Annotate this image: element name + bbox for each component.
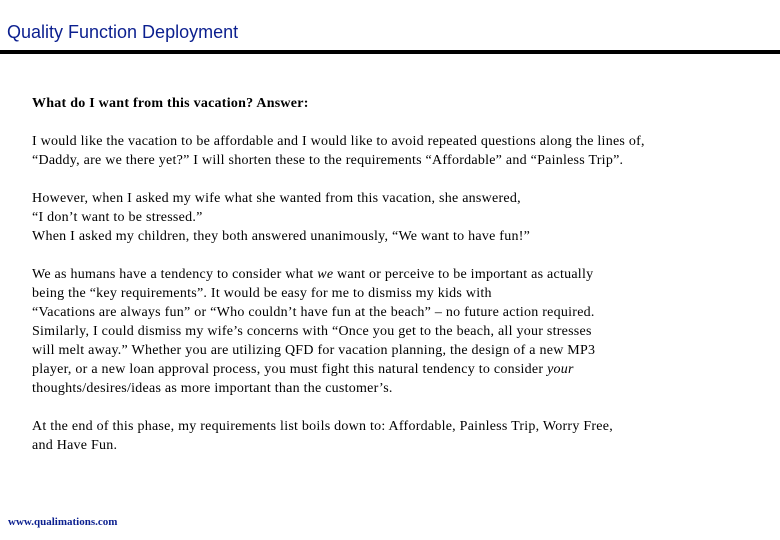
paragraph-line: will melt away.” Whether you are utilizing QFD for vacation planning, the design of a new MP3 — [32, 343, 596, 358]
paragraph-line: “Daddy, are we there yet?” I will shorten these to the requirements “Affordable” and “Painless Trip”. — [32, 153, 624, 168]
paragraph-line: Similarly, I could dismiss my wife’s concerns with “Once you get to the beach, all your stresses — [32, 324, 592, 339]
text-run: want or perceive to be important as actually — [333, 267, 594, 282]
paragraph-wife-children — [32, 189, 712, 246]
emphasis-text: your — [547, 362, 574, 377]
emphasis-text: we — [317, 267, 334, 282]
slide-title: Quality Function Deployment — [7, 22, 239, 42]
paragraph-line — [32, 360, 712, 379]
paragraph-line: thoughts/desires/ideas as more important than the customer’s. — [32, 381, 393, 396]
paragraph-human-tendency — [32, 265, 712, 398]
paragraph-line: However, when I asked my wife what she wanted from this vacation, she answered, — [32, 191, 521, 206]
paragraph-line: At the end of this phase, my requirements list boils down to: Affordable, Painless Trip, Worry Free, — [32, 419, 613, 434]
paragraph-line: “I don’t want to be stressed.” — [32, 210, 203, 225]
paragraph-line: I would like the vacation to be affordable and I would like to avoid repeated questions along the lines of, — [32, 134, 645, 149]
paragraph-line — [32, 265, 712, 284]
paragraph-line: “Vacations are always fun” or “Who couldn’t have fun at the beach” – no future action required. — [32, 305, 595, 320]
text-run: We as humans have a tendency to consider what — [32, 267, 318, 282]
paragraph-line: When I asked my children, they both answered unanimously, “We want to have fun!” — [32, 229, 531, 244]
slide-body — [32, 94, 712, 474]
paragraph-answer — [32, 132, 712, 170]
paragraph-requirements-summary — [32, 417, 712, 455]
text-run: player, or a new loan approval process, you must fight this natural tendency to consider — [32, 362, 548, 377]
question-heading: What do I want from this vacation? Answer: — [32, 96, 309, 111]
footer-website-link[interactable]: www.qualimations.com — [8, 516, 118, 528]
paragraph-line: and Have Fun. — [32, 438, 118, 453]
title-divider — [0, 50, 780, 54]
paragraph-line: being the “key requirements”. It would be easy for me to dismiss my kids with — [32, 286, 492, 301]
